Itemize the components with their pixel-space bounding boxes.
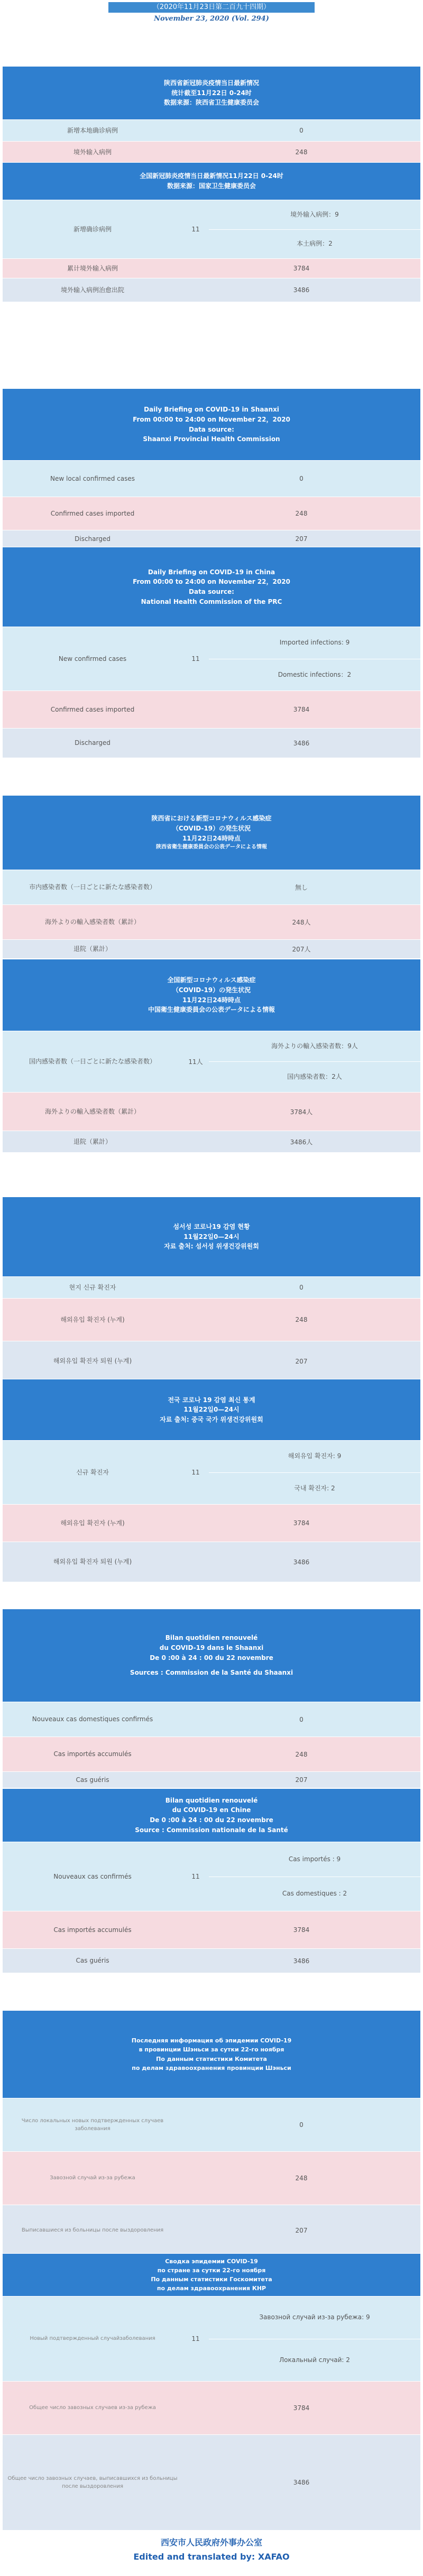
footer-office: 西安市人民政府外事办公室 bbox=[160, 2537, 262, 2547]
table-row: Общее число завозных случаев из-за рубежа 3784 bbox=[3, 2381, 420, 2434]
table-row: Число локальных новых подтвержденных случаев заболевания 0 bbox=[3, 2098, 420, 2151]
ru-national-header: Сводка эпидемии COVID-19 по стране за сутки 22-го ноября По данным статистики Госкомитета по делам здравоохранения КНР bbox=[3, 2253, 420, 2296]
table-row: 国内感染者数（一日ごとに新たな感染者数） 11人 海外よりの輸入感染者数：9人 国内感染者数：2人 bbox=[3, 1031, 420, 1092]
en-shaanxi-table bbox=[3, 388, 420, 547]
table-row: Cas importés accumulés 248 bbox=[3, 1737, 420, 1771]
table-row: 해외유입 확진자 (누계) 248 bbox=[3, 1298, 420, 1341]
table-row: 현지 신규 확진자 0 bbox=[3, 1276, 420, 1298]
table-row: 境外输入病例 248 bbox=[3, 141, 420, 163]
table-row: Nouveaux cas confirmés 11 Cas importés : 9 Cas domestiques : 2 bbox=[3, 1842, 420, 1911]
table-row: 新增本地确诊病例 0 bbox=[3, 119, 420, 141]
fr-national-header: Bilan quotidien renouvelé du COVID-19 en Chine De 0 :00 à 24 : 00 du 22 novembre Source : Commission nationale de la Santé bbox=[3, 1788, 420, 1842]
ja-shaanxi-header: 陝西省における新型コロナウィルス感染症 （COVID-19）の発生状況 11月22日24時時点 陝西省衛生健康委員会の公表データによる情報 bbox=[3, 795, 420, 870]
table-row: 해외유입 확진자 퇴원 (누계) 207 bbox=[3, 1341, 420, 1381]
ja-shaanxi-table bbox=[3, 795, 420, 958]
table-row: 해외유입 확진자 (누계) 3784 bbox=[3, 1504, 420, 1542]
table-row: 海外よりの輸入感染者数（累計） 248人 bbox=[3, 904, 420, 939]
ko-shaanxi-header: 섬서성 코로나19 감염 현황 11월22일0—24시 자료 출처: 섬서성 위생건강위원회 bbox=[3, 1197, 420, 1276]
issue-date-english: November 23, 2020 (Vol. 294) bbox=[154, 15, 269, 23]
table-row: Cas guéris 207 bbox=[3, 1771, 420, 1788]
table-row: Новый подтвержденный случайзаболевания 11 Завозной случай из-за рубежа: 9 Локальный случай: 2 bbox=[3, 2296, 420, 2381]
fr-national-table bbox=[3, 1788, 420, 1973]
table-row: Confirmed cases imported 3784 bbox=[3, 690, 420, 728]
ru-national-table bbox=[3, 2253, 420, 2530]
zh-national-table bbox=[3, 162, 420, 302]
table-row: 境外输入病例治愈出院 3486 bbox=[3, 278, 420, 302]
ru-shaanxi-table bbox=[3, 2010, 420, 2255]
table-row: Cas importés accumulés 3784 bbox=[3, 1911, 420, 1948]
table-row: Confirmed cases imported 248 bbox=[3, 497, 420, 530]
table-row: Discharged 207 bbox=[3, 530, 420, 547]
footer-credit: Edited and translated by: XAFAO bbox=[133, 2552, 290, 2562]
table-row: 退院（累計） 3486人 bbox=[3, 1131, 420, 1152]
table-row: Завозной случай из-за рубежа 248 bbox=[3, 2151, 420, 2205]
table-row: Cas guéris 3486 bbox=[3, 1948, 420, 1973]
table-row: 退院（累計） 207人 bbox=[3, 939, 420, 958]
table-row: 新增确诊病例 11 境外输入病例：9 本土病例：2 bbox=[3, 200, 420, 258]
table-row: New confirmed cases 11 Imported infections: 9 Domestic infections：2 bbox=[3, 627, 420, 690]
zh-shaanxi-header: 陕西省新冠肺炎疫情当日最新情况 统计截至11月22日 0-24时 数据来源：陕西省卫生健康委员会 bbox=[3, 66, 420, 119]
table-row: 市内感染者数（一日ごとに新たな感染者数） 無し bbox=[3, 870, 420, 904]
table-row: 累计境外输入病例 3784 bbox=[3, 258, 420, 278]
en-shaanxi-header: Daily Briefing on COVID-19 in Shaanxi From 00:00 to 24:00 on November 22，2020 Data source: Shaanxi Provincial Health Commission bbox=[3, 388, 420, 460]
ko-shaanxi-table bbox=[3, 1197, 420, 1381]
ko-national-table bbox=[3, 1379, 420, 1582]
zh-national-header: 全国新冠肺炎疫情当日最新情况11月22日 0-24时 数据来源：国家卫生健康委员会 bbox=[3, 162, 420, 200]
table-row: Выписавшиеся из больницы после выздоровления 207 bbox=[3, 2205, 420, 2255]
table-row: 海外よりの輸入感染者数（累計） 3784人 bbox=[3, 1092, 420, 1131]
table-row: 신규 확진자 11 해외유입 확진자: 9 국내 확진자: 2 bbox=[3, 1440, 420, 1504]
table-row: Nouveaux cas domestiques confirmés 0 bbox=[3, 1702, 420, 1737]
zh-shaanxi-table bbox=[3, 66, 420, 178]
ja-national-header: 全国新型コロナウィルス感染症 （COVID-19）の発生状況 11月22日24時時点 中国衛生健康委員会の公表データによる情報 bbox=[3, 959, 420, 1031]
table-row: Общее число завозных случаев, выписавшихся из больницы после выздоровления 3486 bbox=[3, 2434, 420, 2530]
fr-shaanxi-header: Bilan quotidien renouvelé du COVID-19 dans le Shaanxi De 0 :00 à 24 : 00 du 22 novembre Sources : Commission de la Santé du Shaanxi bbox=[3, 1609, 420, 1702]
en-national-header: Daily Briefing on COVID-19 in China From 00:00 to 24:00 on November 22，2020 Data source: National Health Commission of the PRC bbox=[3, 547, 420, 627]
ja-national-table bbox=[3, 959, 420, 1152]
issue-date-banner: （2020年11月23日第二百九十四期） bbox=[108, 2, 315, 13]
ru-shaanxi-header: Последняя информация об эпидемии COVID-19 в провинции Шэньси за сутки 22-го ноября По данным статистики Комитета по делам здравоохранения провинции Шэньси bbox=[3, 2010, 420, 2098]
en-national-table bbox=[3, 547, 420, 758]
fr-shaanxi-table bbox=[3, 1609, 420, 1788]
table-row: New local confirmed cases 0 bbox=[3, 460, 420, 497]
table-row: Discharged 3486 bbox=[3, 728, 420, 758]
table-row: 해외유입 확진자 퇴원 (누계) 3486 bbox=[3, 1542, 420, 1582]
ko-national-header: 전국 코로나 19 감염 최신 통계 11월22일0—24시 자료 출처: 중국 국가 위생건강위원회 bbox=[3, 1379, 420, 1440]
